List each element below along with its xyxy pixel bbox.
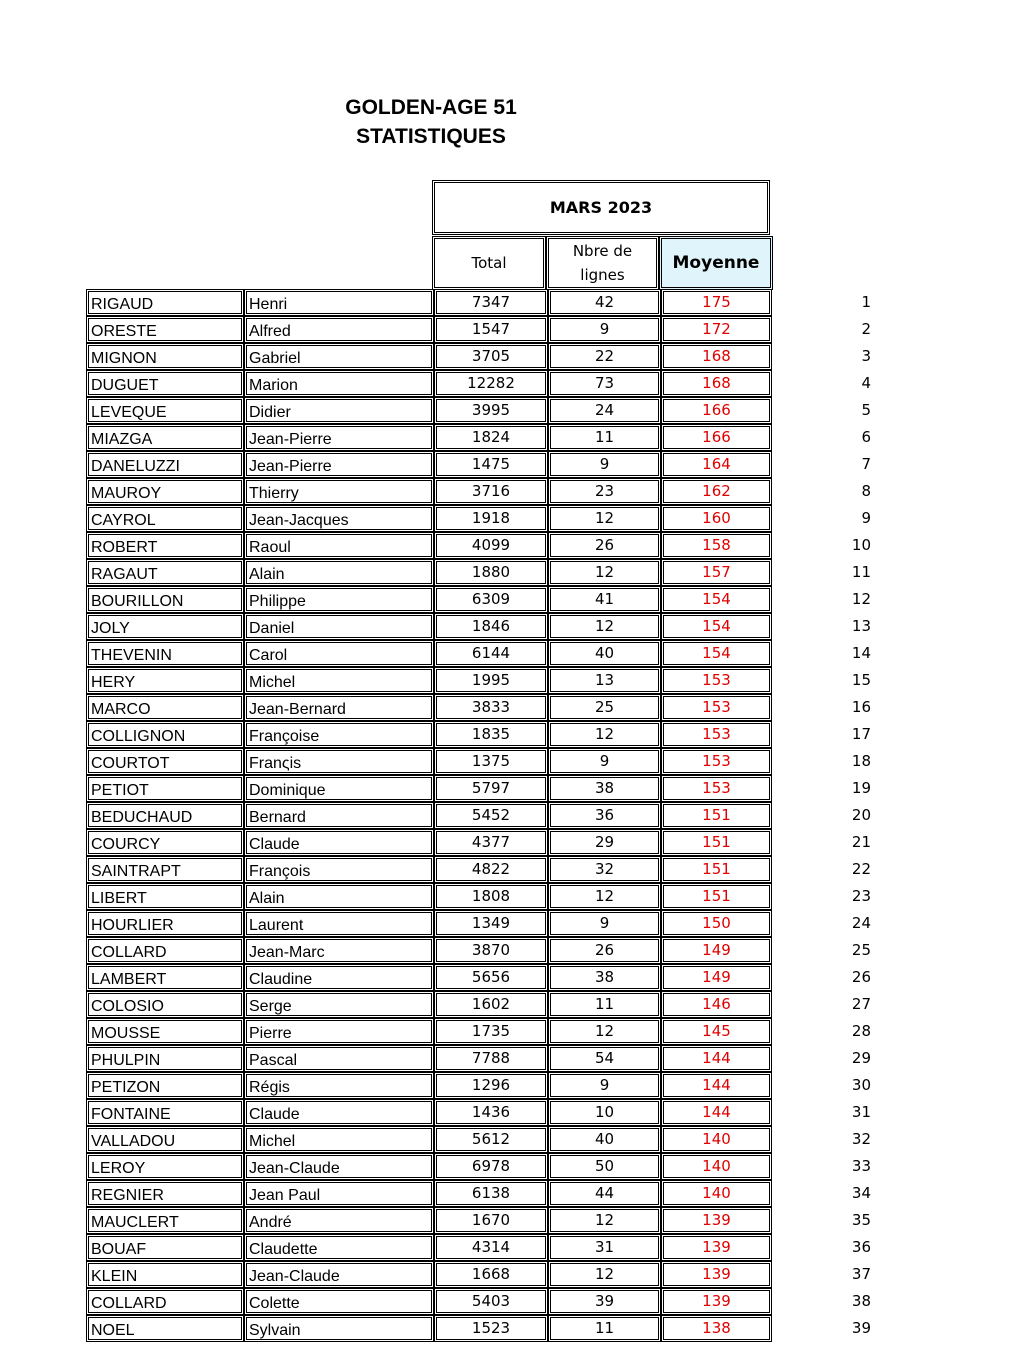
player-first-name: Philippe [244, 586, 434, 613]
total-pins: 6309 [434, 586, 548, 613]
rank-number: 7 [861, 455, 871, 473]
total-pins: 4377 [434, 829, 548, 856]
player-last-name: BOURILLON [86, 586, 244, 613]
player-last-name: PETIOT [86, 775, 244, 802]
lines-count: 41 [548, 586, 661, 613]
rank-number: 23 [851, 887, 871, 905]
player-last-name: HOURLIER [86, 910, 244, 937]
player-last-name: REGNIER [86, 1180, 244, 1207]
average-score: 149 [661, 964, 772, 991]
lines-count: 26 [548, 532, 661, 559]
table-row [86, 991, 871, 1018]
rank-number: 26 [851, 968, 871, 986]
rank-number: 4 [861, 374, 871, 392]
player-first-name: Alfred [244, 316, 434, 343]
player-first-name: Jean-Jacques [244, 505, 434, 532]
total-pins: 1735 [434, 1018, 548, 1045]
total-pins: 1808 [434, 883, 548, 910]
average-score: 138 [661, 1315, 772, 1342]
table-row [86, 397, 871, 424]
lines-count: 11 [548, 1315, 661, 1342]
average-score: 151 [661, 883, 772, 910]
player-first-name: Laurent [244, 910, 434, 937]
lines-count: 40 [548, 640, 661, 667]
player-last-name: MAUROY [86, 478, 244, 505]
player-first-name: Jean-Marc [244, 937, 434, 964]
lines-count: 11 [548, 991, 661, 1018]
table-row [86, 910, 871, 937]
average-score: 154 [661, 613, 772, 640]
player-first-name: André [244, 1207, 434, 1234]
average-score: 144 [661, 1072, 772, 1099]
table-row [86, 802, 871, 829]
lines-count: 12 [548, 1018, 661, 1045]
average-score: 149 [661, 937, 772, 964]
rank-number: 10 [851, 536, 871, 554]
total-pins: 6144 [434, 640, 548, 667]
table-row [86, 1207, 871, 1234]
lines-count: 39 [548, 1288, 661, 1315]
player-last-name: COURTOT [86, 748, 244, 775]
total-pins: 3833 [434, 694, 548, 721]
player-first-name: Françoise [244, 721, 434, 748]
player-last-name: NOEL [86, 1315, 244, 1342]
total-pins: 1846 [434, 613, 548, 640]
table-row [86, 721, 871, 748]
table-row [86, 1153, 871, 1180]
player-first-name: Thierry [244, 478, 434, 505]
total-pins: 5797 [434, 775, 548, 802]
lines-count: 26 [548, 937, 661, 964]
rank-number: 25 [851, 941, 871, 959]
table-row [86, 937, 871, 964]
total-pins: 1995 [434, 667, 548, 694]
lines-count: 12 [548, 1261, 661, 1288]
average-score: 166 [661, 424, 772, 451]
player-first-name: Marion [244, 370, 434, 397]
player-first-name: Claude [244, 1099, 434, 1126]
average-score: 139 [661, 1261, 772, 1288]
rank-number: 22 [851, 860, 871, 878]
player-last-name: FONTAINE [86, 1099, 244, 1126]
player-first-name: Claudette [244, 1234, 434, 1261]
player-first-name: Alain [244, 559, 434, 586]
total-pins: 6138 [434, 1180, 548, 1207]
rank-number: 3 [861, 347, 871, 365]
table-row [86, 694, 871, 721]
player-last-name: PHULPIN [86, 1045, 244, 1072]
total-pins: 5403 [434, 1288, 548, 1315]
player-last-name: MIGNON [86, 343, 244, 370]
rank-number: 37 [851, 1265, 871, 1283]
player-first-name: Raoul [244, 532, 434, 559]
player-last-name: DANELUZZI [86, 451, 244, 478]
total-pins: 4099 [434, 532, 548, 559]
table-row [86, 1261, 871, 1288]
player-first-name: Dominique [244, 775, 434, 802]
column-headers [432, 236, 774, 290]
table-row [86, 505, 871, 532]
rank-number: 32 [851, 1130, 871, 1148]
table-row [86, 1315, 871, 1342]
player-first-name: Régis [244, 1072, 434, 1099]
table-row [86, 964, 871, 991]
player-last-name: THEVENIN [86, 640, 244, 667]
average-score: 153 [661, 667, 772, 694]
lines-count: 50 [548, 1153, 661, 1180]
average-score: 154 [661, 640, 772, 667]
player-last-name: LIBERT [86, 883, 244, 910]
player-last-name: ORESTE [86, 316, 244, 343]
table-row [86, 370, 871, 397]
lines-count: 9 [548, 316, 661, 343]
player-first-name: Michel [244, 667, 434, 694]
average-score: 162 [661, 478, 772, 505]
average-score: 144 [661, 1045, 772, 1072]
player-last-name: COLOSIO [86, 991, 244, 1018]
total-pins: 5452 [434, 802, 548, 829]
player-first-name: Jean-Claude [244, 1261, 434, 1288]
table-row [86, 559, 871, 586]
lines-count: 54 [548, 1045, 661, 1072]
player-first-name: François [244, 856, 434, 883]
total-pins: 4314 [434, 1234, 548, 1261]
lines-count: 22 [548, 343, 661, 370]
player-last-name: SAINTRAPT [86, 856, 244, 883]
lines-count: 11 [548, 424, 661, 451]
table-row [86, 532, 871, 559]
table-row [86, 748, 871, 775]
table-row [86, 343, 871, 370]
player-last-name: VALLADOU [86, 1126, 244, 1153]
player-first-name: Franςis [244, 748, 434, 775]
rank-number: 14 [851, 644, 871, 662]
player-last-name: COLLARD [86, 937, 244, 964]
total-pins: 7788 [434, 1045, 548, 1072]
player-first-name: Sylvain [244, 1315, 434, 1342]
rank-number: 39 [851, 1319, 871, 1337]
lines-count: 9 [548, 451, 661, 478]
total-pins: 3705 [434, 343, 548, 370]
rank-number: 24 [851, 914, 871, 932]
lines-count: 36 [548, 802, 661, 829]
lines-count: 32 [548, 856, 661, 883]
document-subtitle: STATISTIQUES [356, 125, 506, 148]
total-pins: 1880 [434, 559, 548, 586]
total-pins: 1523 [434, 1315, 548, 1342]
total-pins: 1602 [434, 991, 548, 1018]
rank-number: 2 [861, 320, 871, 338]
player-last-name: RAGAUT [86, 559, 244, 586]
average-score: 140 [661, 1126, 772, 1153]
lines-count: 44 [548, 1180, 661, 1207]
rank-number: 31 [851, 1103, 871, 1121]
rank-number: 15 [851, 671, 871, 689]
lines-count: 38 [548, 964, 661, 991]
player-last-name: ROBERT [86, 532, 244, 559]
average-score: 146 [661, 991, 772, 1018]
stats-table [86, 289, 871, 1342]
average-score: 160 [661, 505, 772, 532]
average-score: 164 [661, 451, 772, 478]
player-first-name: Claude [244, 829, 434, 856]
lines-count: 12 [548, 883, 661, 910]
lines-count: 12 [548, 1207, 661, 1234]
player-first-name: Carol [244, 640, 434, 667]
column-header-average: Moyenne [659, 236, 773, 290]
player-last-name: MARCO [86, 694, 244, 721]
player-first-name: Pierre [244, 1018, 434, 1045]
average-score: 158 [661, 532, 772, 559]
total-pins: 1835 [434, 721, 548, 748]
total-pins: 1918 [434, 505, 548, 532]
rank-number: 17 [851, 725, 871, 743]
player-last-name: HERY [86, 667, 244, 694]
average-score: 153 [661, 775, 772, 802]
table-row [86, 1072, 871, 1099]
average-score: 153 [661, 748, 772, 775]
total-pins: 1670 [434, 1207, 548, 1234]
table-row [86, 856, 871, 883]
average-score: 145 [661, 1018, 772, 1045]
total-pins: 1824 [434, 424, 548, 451]
table-row [86, 667, 871, 694]
rank-number: 5 [861, 401, 871, 419]
player-first-name: Didier [244, 397, 434, 424]
player-first-name: Jean-Bernard [244, 694, 434, 721]
average-score: 168 [661, 370, 772, 397]
total-pins: 7347 [434, 289, 548, 316]
player-last-name: COLLARD [86, 1288, 244, 1315]
player-last-name: RIGAUD [86, 289, 244, 316]
rank-number: 27 [851, 995, 871, 1013]
total-pins: 3716 [434, 478, 548, 505]
lines-count: 31 [548, 1234, 661, 1261]
rank-number: 30 [851, 1076, 871, 1094]
table-row [86, 451, 871, 478]
table-row [86, 1045, 871, 1072]
rank-number: 16 [851, 698, 871, 716]
player-first-name: Jean Paul [244, 1180, 434, 1207]
total-pins: 12282 [434, 370, 548, 397]
lines-count: 24 [548, 397, 661, 424]
column-header-total: Total [432, 236, 546, 290]
average-score: 151 [661, 856, 772, 883]
document-title: GOLDEN-AGE 51 [345, 96, 517, 119]
lines-count: 42 [548, 289, 661, 316]
total-pins: 1436 [434, 1099, 548, 1126]
lines-count: 10 [548, 1099, 661, 1126]
lines-count: 73 [548, 370, 661, 397]
rank-number: 6 [861, 428, 871, 446]
player-first-name: Pascal [244, 1045, 434, 1072]
player-first-name: Gabriel [244, 343, 434, 370]
player-first-name: Jean-Pierre [244, 424, 434, 451]
average-score: 151 [661, 829, 772, 856]
lines-count: 9 [548, 748, 661, 775]
player-last-name: DUGUET [86, 370, 244, 397]
total-pins: 5612 [434, 1126, 548, 1153]
rank-number: 9 [861, 509, 871, 527]
table-row [86, 613, 871, 640]
table-row [86, 883, 871, 910]
player-last-name: BEDUCHAUD [86, 802, 244, 829]
average-score: 139 [661, 1288, 772, 1315]
table-row [86, 1099, 871, 1126]
total-pins: 1547 [434, 316, 548, 343]
rank-number: 12 [851, 590, 871, 608]
total-pins: 1475 [434, 451, 548, 478]
rank-number: 8 [861, 482, 871, 500]
lines-count: 9 [548, 910, 661, 937]
period-header: MARS 2023 [432, 180, 770, 235]
player-last-name: COURCY [86, 829, 244, 856]
average-score: 139 [661, 1234, 772, 1261]
table-row [86, 775, 871, 802]
average-score: 140 [661, 1153, 772, 1180]
rank-number: 29 [851, 1049, 871, 1067]
table-row [86, 424, 871, 451]
table-row [86, 829, 871, 856]
column-header-lines: Nbre de lignes [546, 236, 659, 290]
total-pins: 3870 [434, 937, 548, 964]
table-row [86, 1288, 871, 1315]
lines-count: 12 [548, 721, 661, 748]
player-last-name: MOUSSE [86, 1018, 244, 1045]
average-score: 168 [661, 343, 772, 370]
lines-count: 40 [548, 1126, 661, 1153]
table-row [86, 1180, 871, 1207]
total-pins: 3995 [434, 397, 548, 424]
lines-count: 13 [548, 667, 661, 694]
average-score: 157 [661, 559, 772, 586]
player-last-name: PETIZON [86, 1072, 244, 1099]
average-score: 153 [661, 694, 772, 721]
rank-number: 13 [851, 617, 871, 635]
total-pins: 4822 [434, 856, 548, 883]
average-score: 154 [661, 586, 772, 613]
table-row [86, 640, 871, 667]
table-row [86, 316, 871, 343]
rank-number: 20 [851, 806, 871, 824]
table-row [86, 1018, 871, 1045]
player-first-name: Jean-Claude [244, 1153, 434, 1180]
rank-number: 19 [851, 779, 871, 797]
player-last-name: LEVEQUE [86, 397, 244, 424]
table-row [86, 1126, 871, 1153]
player-last-name: LEROY [86, 1153, 244, 1180]
lines-count: 29 [548, 829, 661, 856]
player-last-name: CAYROL [86, 505, 244, 532]
player-first-name: Henri [244, 289, 434, 316]
average-score: 150 [661, 910, 772, 937]
lines-count: 23 [548, 478, 661, 505]
rank-number: 18 [851, 752, 871, 770]
table-row [86, 1234, 871, 1261]
lines-count: 9 [548, 1072, 661, 1099]
rank-number: 35 [851, 1211, 871, 1229]
player-first-name: Claudine [244, 964, 434, 991]
player-first-name: Jean-Pierre [244, 451, 434, 478]
player-last-name: KLEIN [86, 1261, 244, 1288]
total-pins: 1668 [434, 1261, 548, 1288]
average-score: 139 [661, 1207, 772, 1234]
player-first-name: Alain [244, 883, 434, 910]
table-row [86, 586, 871, 613]
player-last-name: JOLY [86, 613, 244, 640]
total-pins: 5656 [434, 964, 548, 991]
average-score: 175 [661, 289, 772, 316]
lines-count: 12 [548, 613, 661, 640]
player-last-name: LAMBERT [86, 964, 244, 991]
total-pins: 1349 [434, 910, 548, 937]
total-pins: 6978 [434, 1153, 548, 1180]
total-pins: 1375 [434, 748, 548, 775]
rank-number: 21 [851, 833, 871, 851]
table-row [86, 289, 871, 316]
player-first-name: Colette [244, 1288, 434, 1315]
average-score: 151 [661, 802, 772, 829]
rank-number: 38 [851, 1292, 871, 1310]
player-last-name: COLLIGNON [86, 721, 244, 748]
lines-count: 12 [548, 559, 661, 586]
average-score: 140 [661, 1180, 772, 1207]
average-score: 166 [661, 397, 772, 424]
player-last-name: MIAZGA [86, 424, 244, 451]
average-score: 153 [661, 721, 772, 748]
player-last-name: MAUCLERT [86, 1207, 244, 1234]
average-score: 144 [661, 1099, 772, 1126]
rank-number: 36 [851, 1238, 871, 1256]
lines-count: 25 [548, 694, 661, 721]
table-row [86, 478, 871, 505]
total-pins: 1296 [434, 1072, 548, 1099]
rank-number: 11 [851, 563, 871, 581]
player-first-name: Bernard [244, 802, 434, 829]
rank-number: 34 [851, 1184, 871, 1202]
lines-count: 12 [548, 505, 661, 532]
player-first-name: Serge [244, 991, 434, 1018]
rank-number: 28 [851, 1022, 871, 1040]
player-last-name: BOUAF [86, 1234, 244, 1261]
average-score: 172 [661, 316, 772, 343]
rank-number: 33 [851, 1157, 871, 1175]
player-first-name: Michel [244, 1126, 434, 1153]
rank-number: 1 [861, 293, 871, 311]
player-first-name: Daniel [244, 613, 434, 640]
lines-count: 38 [548, 775, 661, 802]
